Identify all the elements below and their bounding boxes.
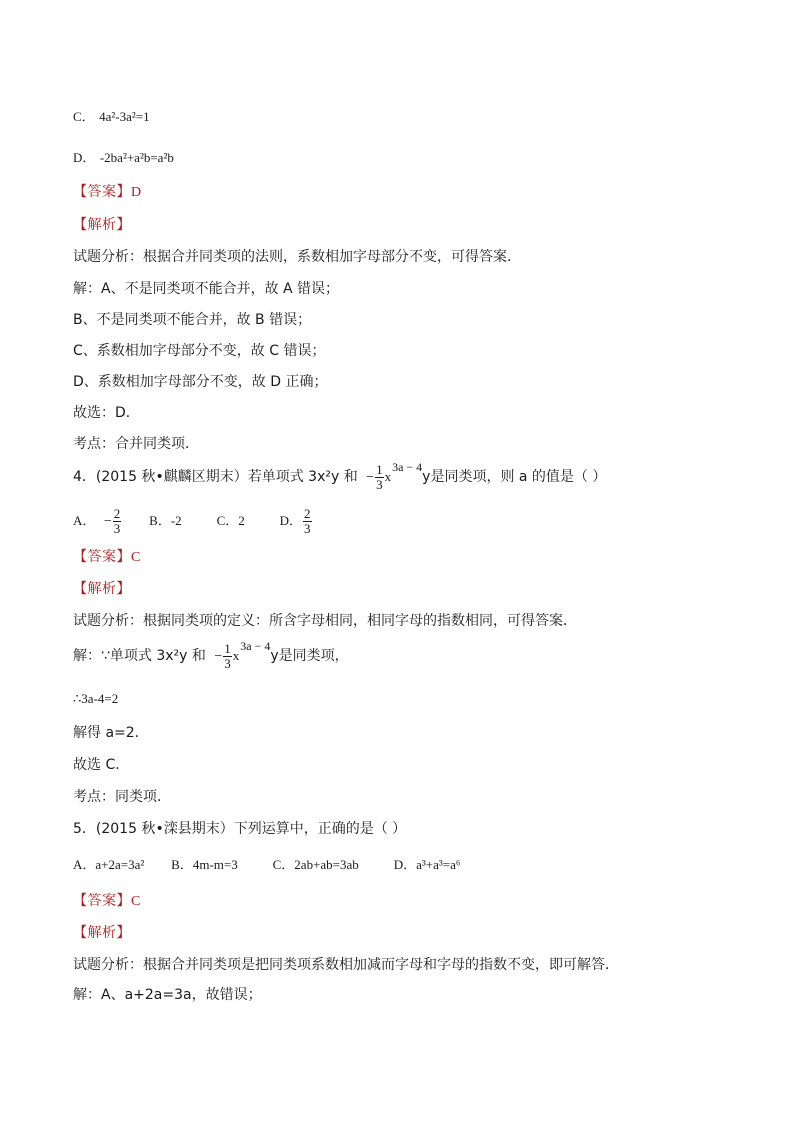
fraction xyxy=(223,642,232,671)
question-4-options xyxy=(73,505,313,538)
minus-sign: − xyxy=(103,514,112,529)
answer-tag: 【答案】 xyxy=(73,549,131,565)
analysis-tag-line xyxy=(73,580,131,598)
solution-prefix: 解：∵单项式 3x²y 和 xyxy=(73,648,206,664)
answer-value: C xyxy=(131,550,141,565)
variable-x: x xyxy=(232,648,240,663)
fraction-denominator: 3 xyxy=(304,520,311,536)
exponent: 3a − 4 xyxy=(240,639,271,653)
choice-line: 故选：D． xyxy=(73,405,140,421)
answer-value: D xyxy=(131,185,142,200)
option-b: B．4m-m=3 xyxy=(171,857,238,872)
variable-x: x xyxy=(384,469,392,484)
option-expression: 4a²-3a²=1 xyxy=(99,109,150,124)
option-expression: -2ba²+a²b=a²b xyxy=(99,150,174,165)
fraction-numerator: 1 xyxy=(376,461,383,477)
equation-line: ∴3a-4=2 xyxy=(73,691,119,706)
option-d-label: D． xyxy=(279,513,303,528)
option-a: A．a+2a=3a² xyxy=(73,857,145,872)
fraction-numerator: 2 xyxy=(304,505,311,521)
solution-line xyxy=(73,641,349,672)
option-b: B．-2 xyxy=(149,513,182,528)
answer-tag: 【答案】 xyxy=(73,893,131,909)
answer-line xyxy=(73,183,141,202)
answer-line xyxy=(73,892,140,911)
solution-line: 解：A、不是同类项不能合并，故 A 错误； xyxy=(73,281,340,297)
option-c: C．2ab+ab=3ab xyxy=(272,857,359,872)
fraction-denominator: 3 xyxy=(376,476,383,492)
fraction-numerator: 2 xyxy=(113,505,121,521)
option-d-line xyxy=(73,149,174,167)
solution-line: 解得 a=2． xyxy=(73,725,149,741)
minus-sign: − xyxy=(214,649,223,664)
analysis-tag: 【解析】 xyxy=(73,925,131,941)
option-label: D． xyxy=(73,150,96,165)
minus-sign: − xyxy=(366,470,375,485)
option-a-label: A． xyxy=(73,513,96,528)
knowledge-point: 考点：合并同类项． xyxy=(73,436,199,452)
analysis-tag: 【解析】 xyxy=(73,581,131,597)
question-4 xyxy=(73,462,606,493)
solution-line: C、系数相加字母部分不变，故 C 错误； xyxy=(73,343,326,359)
option-label: C． xyxy=(73,109,95,124)
knowledge-point: 考点：同类项． xyxy=(73,789,171,805)
answer-tag: 【答案】 xyxy=(73,184,131,200)
option-d: D．a³+a³=a⁶ xyxy=(393,857,461,872)
question-suffix: y是同类项，则 a 的值是（ ） xyxy=(422,469,607,485)
fraction xyxy=(375,463,384,492)
exponent: 3a − 4 xyxy=(392,460,423,474)
option-c-line xyxy=(73,108,150,126)
fraction-numerator: 1 xyxy=(224,640,231,656)
question-5: 5．(2015 秋•滦县期末）下列运算中，正确的是（ ） xyxy=(73,821,407,837)
option-c: C．2 xyxy=(216,513,245,528)
question-5-options xyxy=(73,856,460,874)
solution-line: D、系数相加字母部分不变，故 D 正确； xyxy=(73,374,328,390)
analysis-text: 试题分析：根据合并同类项是把同类项系数相加减而字母和字母的指数不变，即可解答． xyxy=(73,957,619,973)
answer-line xyxy=(73,548,140,567)
solution-line: B、不是同类项不能合并，故 B 错误； xyxy=(73,312,312,328)
analysis-tag-line xyxy=(73,924,131,942)
analysis-tag-line xyxy=(73,216,131,234)
question-prefix: 4．(2015 秋•麒麟区期末）若单项式 3x²y 和 xyxy=(73,469,358,485)
analysis-text: 试题分析：根据同类项的定义：所含字母相同，相同字母的指数相同，可得答案． xyxy=(73,613,577,629)
choice-line: 故选 C． xyxy=(73,757,130,773)
fraction xyxy=(303,507,312,536)
analysis-tag: 【解析】 xyxy=(73,217,131,233)
solution-line: 解：A、a+2a=3a，故错误； xyxy=(73,987,262,1003)
solution-suffix: y是同类项， xyxy=(270,648,349,664)
fraction-denominator: 3 xyxy=(224,655,231,671)
analysis-text: 试题分析：根据合并同类项的法则，系数相加字母部分不变，可得答案． xyxy=(73,249,521,265)
fraction xyxy=(113,507,122,536)
answer-value: C xyxy=(131,894,141,909)
fraction-denominator: 3 xyxy=(113,520,121,536)
